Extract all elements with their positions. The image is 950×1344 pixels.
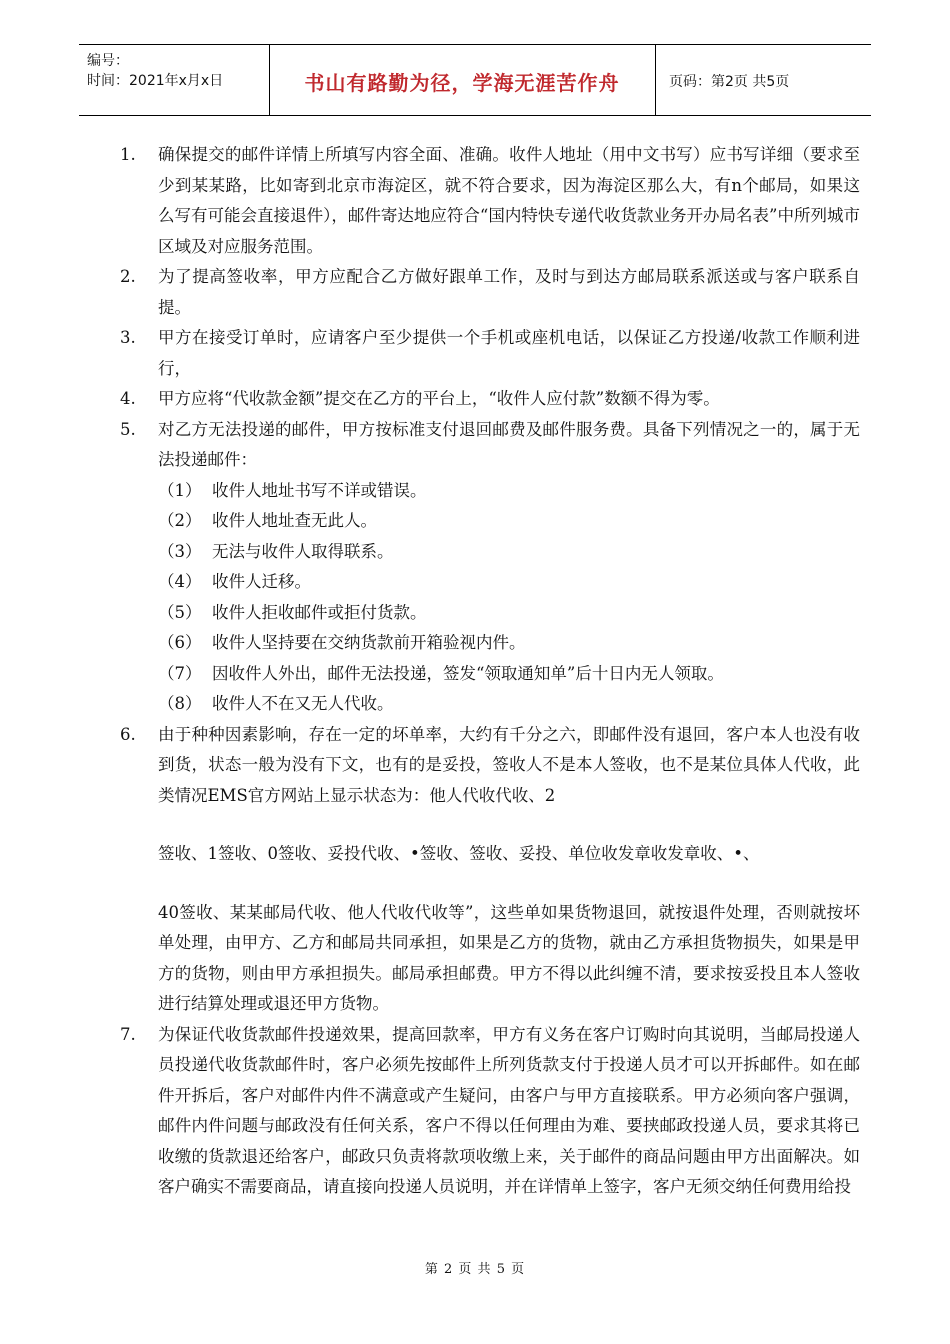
document-time-label: 时间：2021年x月x日 — [87, 73, 224, 89]
sub-item-number: （3） — [158, 541, 202, 561]
sub-item-number: （6） — [158, 633, 202, 652]
header-motto: 书山有路勤为径，学海无涯苦作舟 — [304, 71, 620, 95]
list-item-number: 3. — [120, 328, 136, 347]
page-footer: 第 2 页 共 5 页 — [424, 1262, 526, 1277]
sub-item-text: 收件人迁移。 — [212, 572, 311, 591]
list-item-text: 为了提高签收率，甲方应配合乙方做好跟单工作，及时与到达方邮局联系派送或与客户联系自提。 — [158, 267, 860, 317]
list-item-continuation: 签收、1签收、0签收、妥投代收、•签收、签收、妥投、单位收发章收发章收、•、 — [158, 844, 760, 863]
list-item-text: 对乙方无法投递的邮件，甲方按标准支付退回邮费及邮件服务费。具备下列情况之一的，属于无法投递邮件： — [158, 419, 860, 469]
header-divider — [655, 45, 656, 115]
list-item-number: 5. — [120, 419, 136, 439]
header-left-info — [87, 51, 223, 91]
list-item-text: 为保证代收货款邮件投递效果，提高回款率，甲方有义务在客户订购时向其说明，当邮局投递人员投递代收货款邮件时，客户必须先按邮件上所列货款支付于投递人员才可以开拆邮件。如在邮件开拆后，客户对邮件内件不满意或产生疑问，由客户与甲方直接联系。甲方必须向客户强调，邮件内件问题与邮政没有任何关系，客户不得以任何理由为难、要挟邮政投递人员，要求其将已收缴的货款退还给客户，邮政只负责将款项收缴上来，关于邮件的商品问题由甲方出面解决。如客户确实不需要商品，请直接向投递人员说明，并在详情单上签字，客户无须交纳任何费用给投 — [158, 1024, 860, 1196]
sub-list-item — [120, 598, 860, 629]
header-page-number: 页码：第2页 共5页 — [669, 74, 790, 90]
list-item-number: 2. — [120, 267, 136, 286]
sub-list-item — [120, 689, 860, 720]
sub-item-number: （1） — [158, 480, 202, 500]
list-item — [120, 140, 860, 262]
document-number-label: 编号： — [87, 53, 129, 69]
list-item — [120, 323, 860, 384]
list-item-number: 1. — [120, 145, 136, 164]
sub-list-item — [120, 659, 860, 690]
list-item — [120, 1020, 860, 1203]
sub-item-text: 收件人坚持要在交纳货款前开箱验视内件。 — [212, 633, 526, 652]
sub-item-number: （8） — [158, 694, 202, 713]
sub-item-number: （2） — [158, 511, 202, 530]
sub-item-number: （5） — [158, 602, 202, 622]
list-item-number: 7. — [120, 1024, 136, 1044]
sub-item-text: 收件人不在又无人代收。 — [212, 694, 394, 713]
sub-list-item — [120, 628, 860, 659]
list-item — [120, 720, 860, 812]
sub-item-text: 无法与收件人取得联系。 — [212, 541, 394, 561]
list-item-number: 6. — [120, 724, 136, 744]
sub-list-item — [120, 567, 860, 598]
list-item — [120, 415, 860, 476]
sub-list-item — [120, 476, 860, 507]
list-item-continuation: 40签收、某某邮局代收、他人代收代收等”，这些单如果货物退回，就按退件处理，否则就按坏单处理，由甲方、乙方和邮局共同承担，如果是乙方的货物，就由乙方承担货物损失，如果是甲方的货物，则由甲方承担损失。邮局承担邮费。甲方不得以此纠缠不清，要求按妥投且本人签收进行结算处理或退还甲方货物。 — [158, 902, 860, 1013]
document-body — [120, 140, 860, 1203]
list-item-text: 由于种种因素影响，存在一定的坏单率，大约有千分之六，即邮件没有退回，客户本人也没有收到货，状态一般为没有下文，也有的是妥投，签收人不是本人签收，也不是某位具体人代收，此类情况EMS官方网站上显示状态为：他人代收代收、2 — [158, 724, 860, 805]
list-item-text: 甲方应将“代收款金额”提交在乙方的平台上，“收件人应付款”数额不得为零。 — [158, 389, 720, 408]
sub-item-text: 收件人地址查无此人。 — [212, 511, 377, 530]
list-item — [120, 384, 860, 415]
sub-item-number: （7） — [158, 663, 202, 683]
sub-item-text: 因收件人外出，邮件无法投递，签发“领取通知单”后十日内无人领取。 — [212, 663, 724, 683]
list-item — [120, 262, 860, 323]
list-item-text: 甲方在接受订单时，应请客户至少提供一个手机或座机电话，以保证乙方投递/收款工作顺利进行， — [158, 328, 860, 378]
page-header — [79, 44, 871, 116]
sub-item-number: （4） — [158, 572, 202, 591]
list-item-text: 确保提交的邮件详情上所填写内容全面、准确。收件人地址（用中文书写）应书写详细（要求至少到某某路，比如寄到北京市海淀区，就不符合要求，因为海淀区那么大，有n个邮局，如果这么写有可能会直接退件），邮件寄达地应符合“国内特快专递代收货款业务开办局名表”中所列城市区域及对应服务范围。 — [158, 145, 860, 256]
sub-list-item — [120, 537, 860, 568]
sub-item-text: 收件人地址书写不详或错误。 — [212, 480, 427, 500]
sub-list-item — [120, 506, 860, 537]
list-item-number: 4. — [120, 389, 136, 408]
sub-item-text: 收件人拒收邮件或拒付货款。 — [212, 602, 427, 622]
